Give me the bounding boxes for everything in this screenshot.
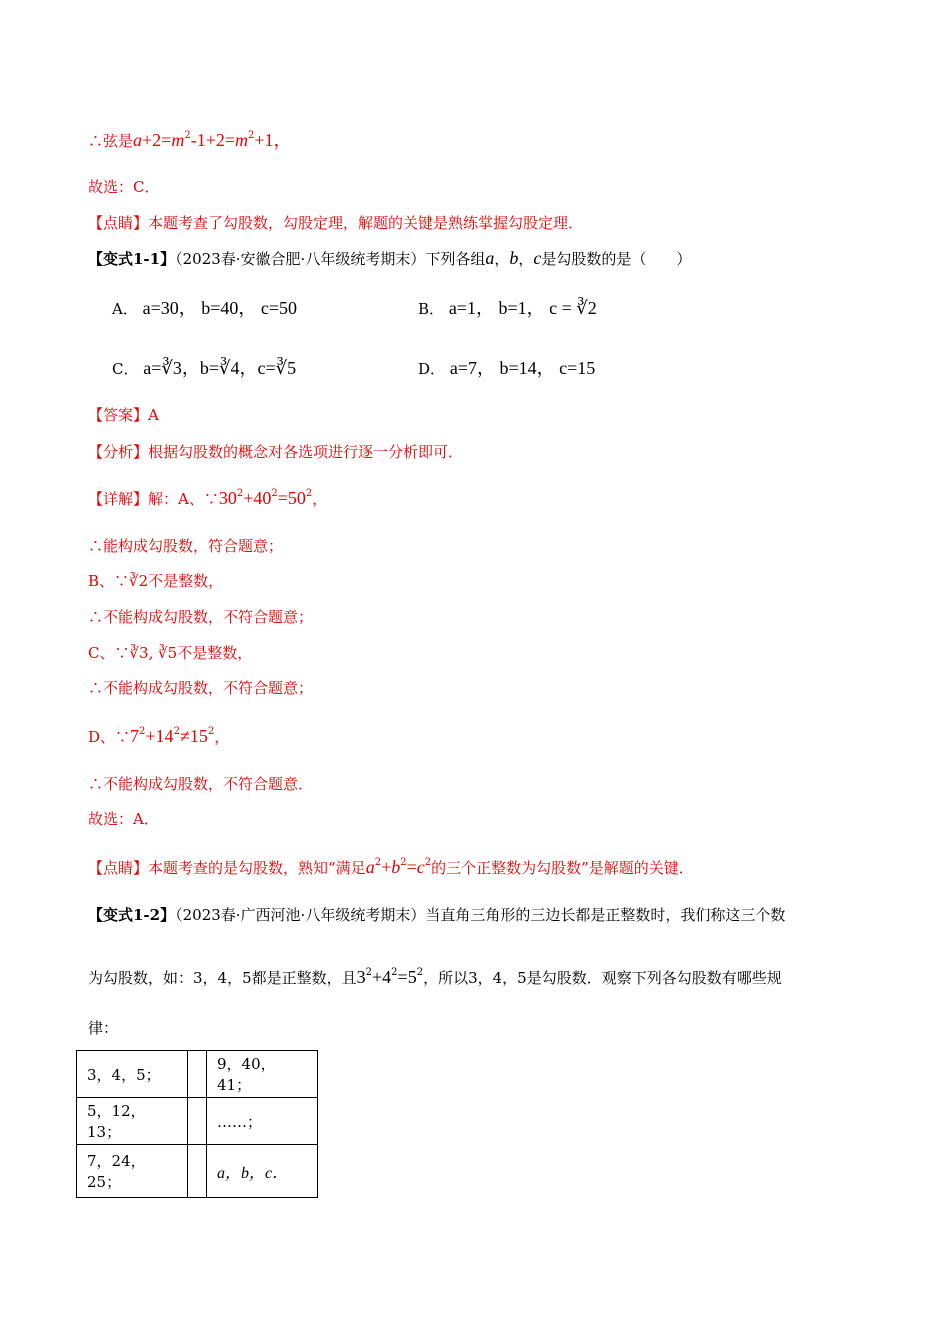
- table-cell: 9，40，41；: [207, 1051, 318, 1098]
- q1-detail: 【详解】解：A、$\because 30^2+40^2=50^2$，: [88, 488, 328, 508]
- prev-note: 【点睛】本题考查了勾股数，勾股定理，解题的关键是熟练掌握勾股定理．: [88, 214, 584, 232]
- q2-line3: 律：: [88, 1019, 119, 1037]
- table-cell: 3，4，5；: [77, 1051, 188, 1098]
- q2-line1: 【变式1-2】（2023春·广西河池·八年级统考期末）当直角三角形的三边长都是正整数时，我们称这三个数: [88, 906, 786, 924]
- q1-step-d: D、$\because 7^2+14^2\ne 15^2$，: [88, 726, 230, 746]
- q2-line2: 为勾股数，如：3，4，5都是正整数，且$3^2+4^2=5^2$，所以3，4，5是勾股数．观察下列各勾股数有哪些规: [88, 967, 782, 987]
- table-cell: 7，24，25；: [77, 1145, 188, 1198]
- q1-step: B、∵∛2不是整数，: [88, 572, 224, 590]
- q1-step-d-conclusion: ∴不能构成勾股数，不符合题意．: [88, 775, 314, 793]
- q1-step: ∴能构成勾股数，符合题意；: [88, 537, 284, 555]
- q1-step: ∴不能构成勾股数，不符合题意；: [88, 608, 314, 626]
- q1-analysis: 【分析】根据勾股数的概念对各选项进行逐一分析即可．: [88, 443, 464, 461]
- prev-choice: 故选：C．: [88, 178, 160, 196]
- table-gap-cell: [188, 1145, 207, 1198]
- q1-answer: 【答案】A: [88, 406, 159, 424]
- table-gap-cell: [188, 1098, 207, 1145]
- table-cell: ……；: [207, 1098, 318, 1145]
- option-d[interactable]: D． a=7， b=14， c=15: [418, 358, 596, 378]
- table-gap-cell: [188, 1051, 207, 1098]
- q1-step: C、∵∛3, ∛5不是整数，: [88, 644, 253, 662]
- table-cell: 5，12，13；: [77, 1098, 188, 1145]
- table-row: [77, 1051, 318, 1098]
- table-cell: a，b，c．: [207, 1145, 318, 1198]
- option-a[interactable]: A． a=30， b=40， c=50: [112, 298, 298, 318]
- option-c[interactable]: C． a=∛3，b=∛4，c=∛5: [112, 358, 297, 378]
- q1-note: 【点睛】本题考查的是勾股数，熟知“满足$a^2+b^2=c^2$的三个正整数为勾股数”是解题的关键．: [88, 857, 694, 877]
- q1-choice: 故选：A．: [88, 810, 159, 828]
- table-row: [77, 1098, 318, 1145]
- table-row: [77, 1145, 318, 1198]
- q1-stem: 【变式1-1】（2023春·安徽合肥·八年级统考期末）下列各组a，b，c是勾股数的是（ ）: [88, 248, 692, 268]
- prev-conclusion: ∴弦是$a+2=m^2-1+2=m^2+1$，: [88, 130, 292, 150]
- option-b[interactable]: B． a=1， b=1， c = ∛2: [418, 298, 597, 318]
- q1-step: ∴不能构成勾股数，不符合题意；: [88, 679, 314, 697]
- pythagorean-triples-table: [76, 1050, 318, 1198]
